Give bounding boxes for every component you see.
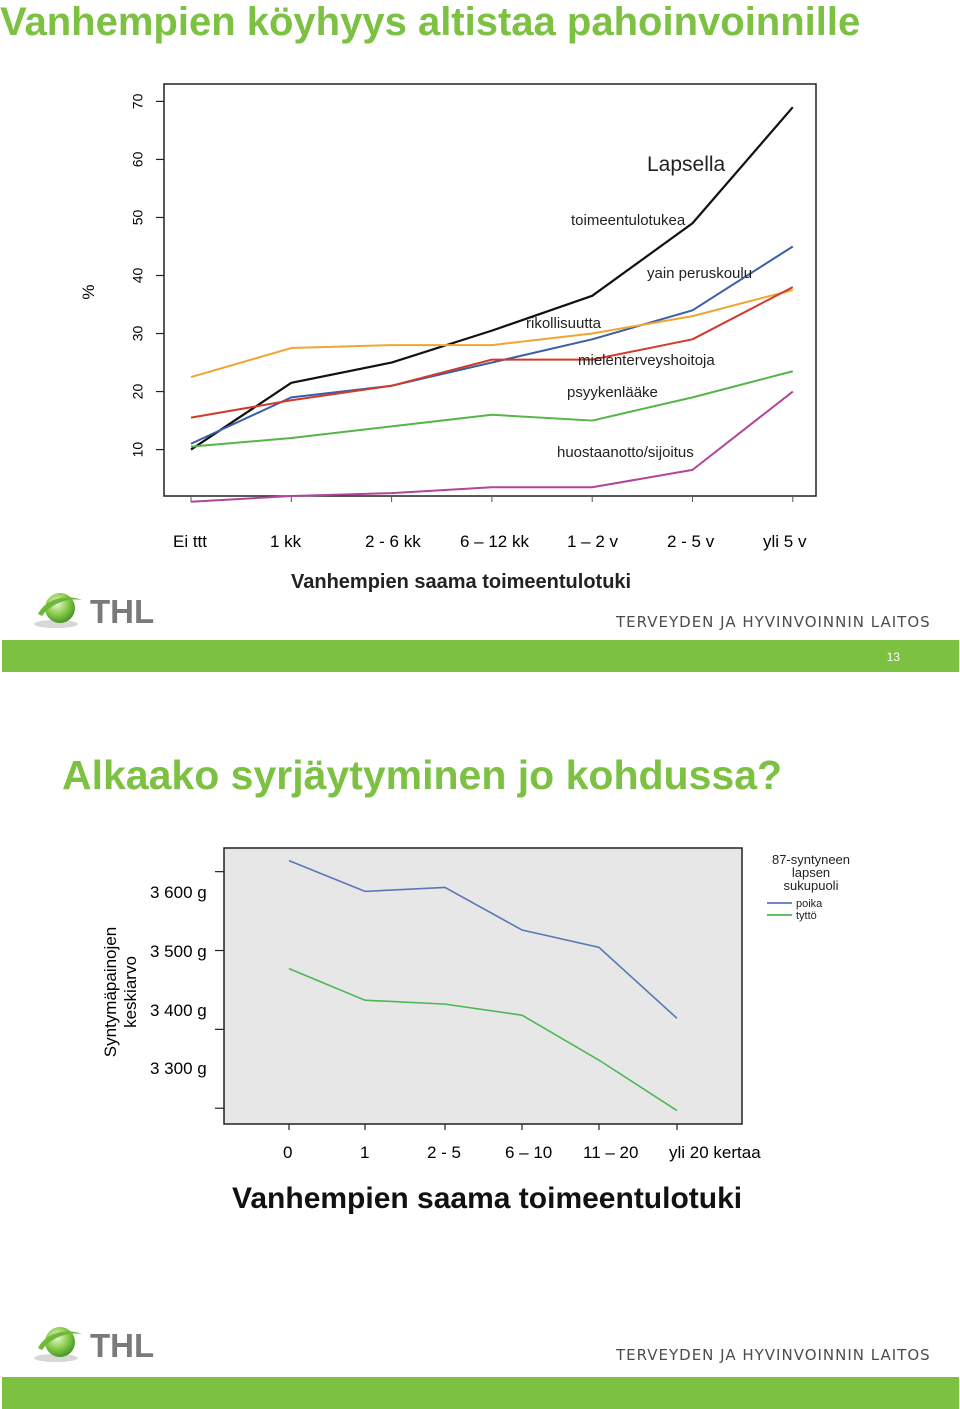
institute-name-2: TERVEYDEN JA HYVINVOINNIN LAITOS	[616, 1346, 931, 1364]
legend-title-line3: sukupuoli	[783, 878, 839, 893]
chart1-x-tick-2: 2 - 6 kk	[365, 532, 421, 551]
footer-bar	[2, 640, 959, 672]
page-number: 13	[886, 650, 900, 664]
chart1-title: Lapsella	[647, 153, 726, 176]
chart1-x-tick-5: 2 - 5 v	[667, 532, 715, 551]
chart1-x-tick-0: Ei ttt	[173, 532, 208, 551]
chart2-y-tick-3500: 3 500 g	[150, 942, 207, 961]
chart2-y-tick-3600: 3 600 g	[150, 883, 207, 902]
legend-label-tytto: tyttö	[796, 910, 817, 922]
chart2-y-tick-3400: 3 400 g	[150, 1001, 207, 1020]
annotation-mielenterveyshoitoja: mielenterveyshoitoja	[578, 352, 715, 369]
chart1-y-tick-label: 50	[129, 209, 146, 226]
chart2-legend	[767, 852, 850, 922]
chart2-x-tick-5: yli 20 kertaa	[669, 1143, 761, 1162]
chart2-x-title: Vanhempien saama toimeentulotuki	[232, 1182, 743, 1215]
legend-title-line1: 87-syntyneen	[771, 852, 851, 867]
chart2-x-tick-0: 0	[283, 1143, 293, 1162]
annotation-huostaanotto: huostaanotto/sijoitus	[557, 444, 694, 461]
footer-bar-2	[2, 1377, 959, 1409]
chart-syntymapaino	[90, 840, 870, 1130]
chart1-y-tick-label: 40	[129, 267, 146, 284]
thl-logo-text-2: THL	[90, 1327, 155, 1364]
annotation-toimeentulotukea: toimeentulotukea	[571, 212, 686, 229]
chart2-y-title	[98, 920, 144, 1070]
thl-logo	[30, 586, 170, 632]
chart1-x-tick-6: yli 5 v	[763, 532, 807, 551]
slide2-title: Alkaako syrjäytyminen jo kohdussa?	[62, 752, 783, 798]
chart1-y-tick-label: 30	[129, 325, 146, 342]
chart2-y-title-text: Syntymäpainojen keskiarvo	[101, 926, 140, 1058]
legend-label-poika: poika	[796, 898, 823, 910]
chart2-frame	[224, 848, 742, 1124]
institute-name: TERVEYDEN JA HYVINVOINNIN LAITOS	[616, 613, 931, 631]
chart1-x-tick-3: 6 – 12 kk	[460, 532, 529, 551]
chart2-x-tick-1: 1	[360, 1143, 370, 1162]
chart-toimeentulotuki-lapsella	[60, 70, 840, 530]
chart1-y-tick-label: 60	[129, 151, 146, 168]
chart1-y-label: %	[79, 284, 98, 300]
annotation-rikollisuutta: rikollisuutta	[526, 315, 602, 332]
chart2-y-tick-3300: 3 300 g	[150, 1059, 207, 1078]
chart1-y-tick-label: 20	[129, 383, 146, 400]
chart1-y-tick-label: 10	[129, 441, 146, 458]
chart2-x-tick-2: 2 - 5	[427, 1143, 462, 1162]
chart1-frame	[164, 84, 816, 496]
legend-title-line2: lapsen	[791, 865, 831, 880]
chart2-x-tick-3: 6 – 10	[505, 1143, 553, 1162]
chart1-x-tick-4: 1 – 2 v	[567, 532, 619, 551]
chart1-y-tick-label: 70	[129, 93, 146, 110]
annotation-psyykenlaake: psyykenlääke	[567, 384, 658, 401]
thl-logo-2	[30, 1320, 170, 1366]
annotation-yain-peruskoulu: yain peruskoulu	[647, 265, 753, 282]
thl-logo-text: THL	[90, 593, 155, 630]
chart1-x-tick-1: 1 kk	[270, 532, 302, 551]
slide1-title: Vanhempien köyhyys altistaa pahoinvoinnille	[0, 0, 861, 44]
chart2-x-tick-4: 11 – 20	[583, 1143, 639, 1162]
chart1-x-title: Vanhempien saama toimeentulotuki	[291, 571, 632, 593]
